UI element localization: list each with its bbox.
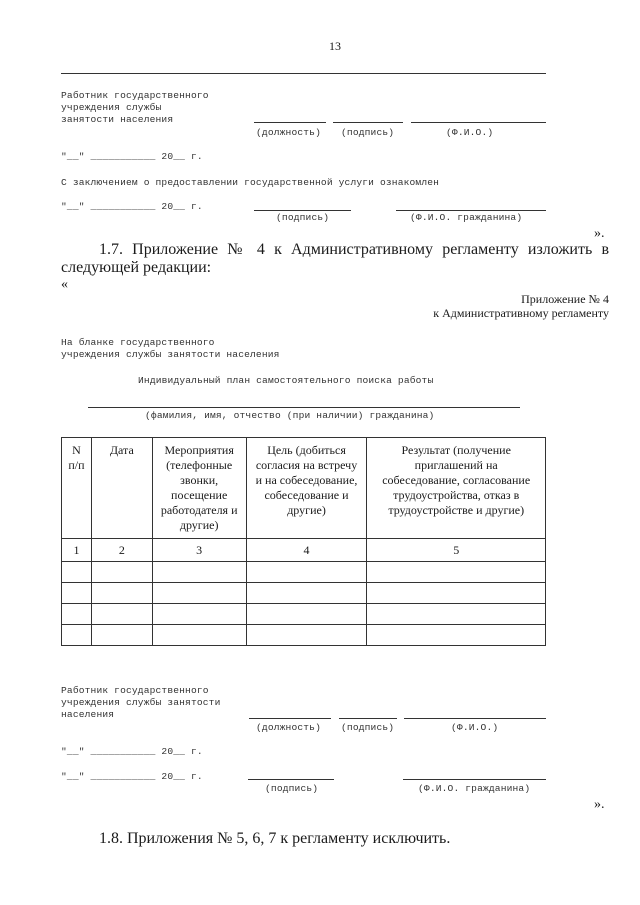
- bottom-fio-caption: (Ф.И.О.): [451, 722, 499, 733]
- table-row: [62, 583, 546, 604]
- header-activities: Мероприятия (телефонные звонки, посещение работодателя и другие): [152, 438, 246, 539]
- blank-label-line1: На бланке государственного: [61, 337, 215, 348]
- header-date: Дата: [91, 438, 152, 539]
- bottom-closing-quote: ».: [594, 797, 605, 812]
- bottom-position-caption: (должность): [256, 722, 321, 733]
- header-goal: Цель (добиться согласия на встречу и на собеседование, собеседование и другие): [246, 438, 367, 539]
- search-plan-table: [61, 437, 546, 646]
- table-row: [62, 562, 546, 583]
- date-line-2: "__" ___________ 20__ г.: [61, 201, 203, 212]
- page-number: 13: [329, 39, 341, 53]
- cell-num-1: 1: [62, 539, 92, 562]
- open-quote: «: [61, 277, 68, 292]
- header-result: Результат (получение приглашений на собеседование, согласование трудоустройства, отказ в трудоустройстве и другие): [367, 438, 546, 539]
- signature-caption-2: (подпись): [276, 212, 330, 223]
- fio-line: [411, 122, 546, 123]
- bottom-fio-line: [404, 718, 546, 719]
- conclusion-text: С заключением о предоставлении государственной услуги ознакомлен: [61, 177, 440, 188]
- cell-num-5: 5: [367, 539, 546, 562]
- plan-title: Индивидуальный план самостоятельного поиска работы: [138, 375, 434, 386]
- bottom-citizen-fio-line: [403, 779, 546, 780]
- table-row-numbers: [62, 539, 546, 562]
- bottom-signature-line-2: [248, 779, 334, 780]
- cell-num-2: 2: [91, 539, 152, 562]
- employee-label-line2: учреждения службы: [61, 102, 162, 113]
- header-number: N п/п: [62, 438, 92, 539]
- signature-line-2: [254, 210, 351, 211]
- bottom-employee-line2: учреждения службы занятости: [61, 697, 221, 708]
- bottom-signature-caption: (подпись): [341, 722, 395, 733]
- citizen-fio-caption: (Ф.И.О. гражданина): [410, 212, 523, 223]
- position-line: [254, 122, 326, 123]
- table-row: [62, 625, 546, 646]
- employee-label-line3: занятости населения: [61, 114, 174, 125]
- paragraph-1-7-line1: 1.7. Приложение № 4 к Административному регламенту изложить в: [99, 241, 609, 258]
- table-header-row: [62, 438, 546, 539]
- bottom-date-line-2: "__" ___________ 20__ г.: [61, 771, 203, 782]
- bottom-employee-line1: Работник государственного: [61, 685, 209, 696]
- date-line: "__" ___________ 20__ г.: [61, 151, 203, 162]
- paragraph-1-8: 1.8. Приложения № 5, 6, 7 к регламенту исключить.: [99, 830, 451, 847]
- appendix-title-line1: Приложение № 4: [521, 292, 609, 306]
- signature-caption: (подпись): [341, 127, 395, 138]
- top-separator: [61, 73, 546, 74]
- employee-label-line1: Работник государственного: [61, 90, 209, 101]
- bottom-signature-line: [339, 718, 397, 719]
- bottom-employee-line3: населения: [61, 709, 115, 720]
- citizen-fio-line: [396, 210, 546, 211]
- table-row: [62, 604, 546, 625]
- blank-label-line2: учреждения службы занятости населения: [61, 349, 280, 360]
- bottom-date-line: "__" ___________ 20__ г.: [61, 746, 203, 757]
- paragraph-1-7-line2: следующей редакции:: [61, 259, 212, 276]
- appendix-title-line2: к Административному регламенту: [433, 306, 609, 320]
- citizen-name-line: [88, 407, 520, 408]
- bottom-position-line: [249, 718, 331, 719]
- fio-caption: (Ф.И.О.): [446, 127, 494, 138]
- bottom-signature-caption-2: (подпись): [265, 783, 319, 794]
- citizen-name-caption: (фамилия, имя, отчество (при наличии) гражданина): [145, 410, 435, 421]
- cell-num-3: 3: [152, 539, 246, 562]
- cell-num-4: 4: [246, 539, 367, 562]
- position-caption: (должность): [256, 127, 321, 138]
- signature-line: [333, 122, 403, 123]
- closing-quote: ».: [594, 226, 605, 241]
- bottom-citizen-fio-caption: (Ф.И.О. гражданина): [418, 783, 531, 794]
